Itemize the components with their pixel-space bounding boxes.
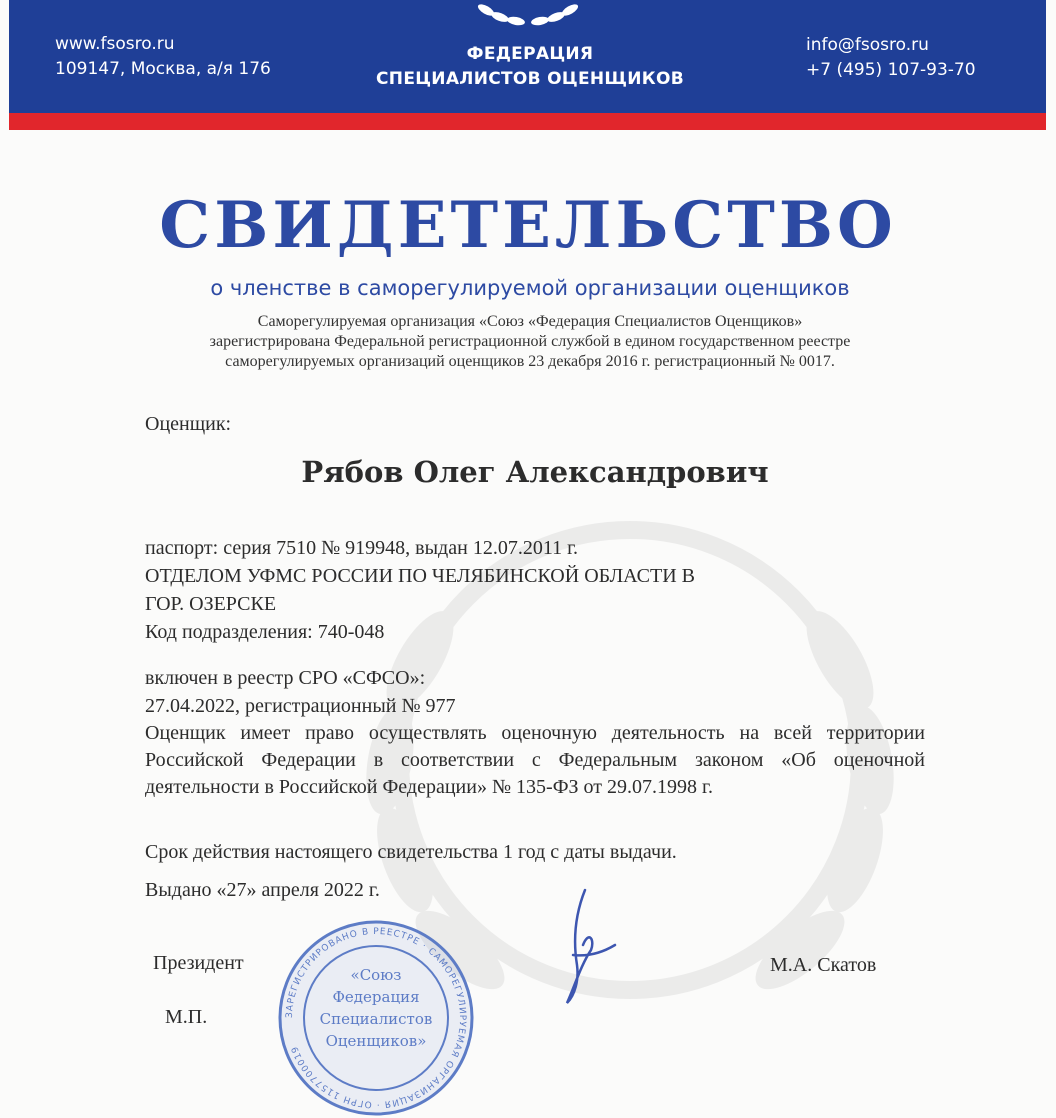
passport-line: Код подразделения: 740-048 (145, 621, 385, 643)
document-subtitle: о членстве в саморегулируемой организации оценщиков (210, 276, 850, 300)
postal-address: 109147, Москва, а/я 176 (55, 59, 271, 79)
phone-number: +7 (495) 107-93-70 (806, 60, 976, 80)
organization-name-line2: СПЕЦИАЛИСТОВ ОЦЕНЩИКОВ (376, 69, 684, 89)
passport-line: ГОР. ОЗЕРСКЕ (145, 593, 277, 615)
organization-name-line1: ФЕДЕРАЦИЯ (466, 44, 594, 64)
appraiser-name: Рябов Олег Александрович (301, 455, 769, 489)
rights-paragraph: Оценщик имеет право осуществлять оценочную деятельность на всей территории Российской Федерации в соответствии с Федеральным законом «Об оценочной деятельности в Российской Федерации» № 135-ФЗ от 29.07.1998 г. (145, 722, 925, 798)
registration-line: саморегулируемых организаций оценщиков 23 декабря 2016 г. регистрационный № 0017. (225, 353, 835, 370)
stamp-line: Федерация (332, 988, 420, 1006)
seal-label: М.П. (165, 1006, 208, 1028)
president-label: Президент (153, 952, 244, 974)
stamp-line: Специалистов (319, 1010, 433, 1028)
signature-icon (545, 885, 625, 1015)
validity-statement: Срок действия настоящего свидетельства 1 год с даты выдачи. (145, 841, 677, 863)
document-title: СВИДЕТЕЛЬСТВО (159, 188, 897, 263)
email-link[interactable]: info@fsosro.ru (806, 35, 929, 55)
appraiser-label: Оценщик: (145, 413, 232, 435)
header-red-stripe (9, 113, 1046, 130)
registration-line: зарегистрирована Федеральной регистрационной службой в едином государственном реестре (209, 333, 851, 350)
stamp-outer-text: ЗАРЕГИСТРИРОВАНО В РЕЕСТРЕ · САМОРЕГУЛИРУЕМАЯ ОРГАНИЗАЦИЯ · ОГРН 1157700019 (284, 926, 468, 1110)
registry-entry (145, 664, 935, 720)
stamp-line: «Союз (350, 966, 402, 984)
passport-line: ОТДЕЛОМ УФМС РОССИИ ПО ЧЕЛЯБИНСКОЙ ОБЛАСТИ В (145, 565, 695, 587)
registration-statement (100, 312, 960, 372)
header-contacts-right (806, 33, 976, 83)
president-name: М.А. Скатов (770, 954, 877, 976)
official-stamp (276, 918, 476, 1118)
header-contacts-left (55, 32, 271, 82)
registration-line: Саморегулируемая организация «Союз «Федерация Специалистов Оценщиков» (257, 313, 803, 330)
passport-line: паспорт: серия 7510 № 919948, выдан 12.07.2011 г. (145, 537, 579, 559)
registry-line: включен в реестр СРО «СФСО»: (145, 667, 426, 689)
passport-details (145, 534, 905, 646)
laurel-logo-icon (468, 0, 588, 30)
issue-date: Выдано «27» апреля 2022 г. (145, 879, 380, 901)
website-link[interactable]: www.fsosro.ru (55, 34, 175, 54)
organization-name (330, 42, 730, 92)
registry-line: 27.04.2022, регистрационный № 977 (145, 695, 456, 717)
stamp-line: Оценщиков» (325, 1032, 427, 1050)
